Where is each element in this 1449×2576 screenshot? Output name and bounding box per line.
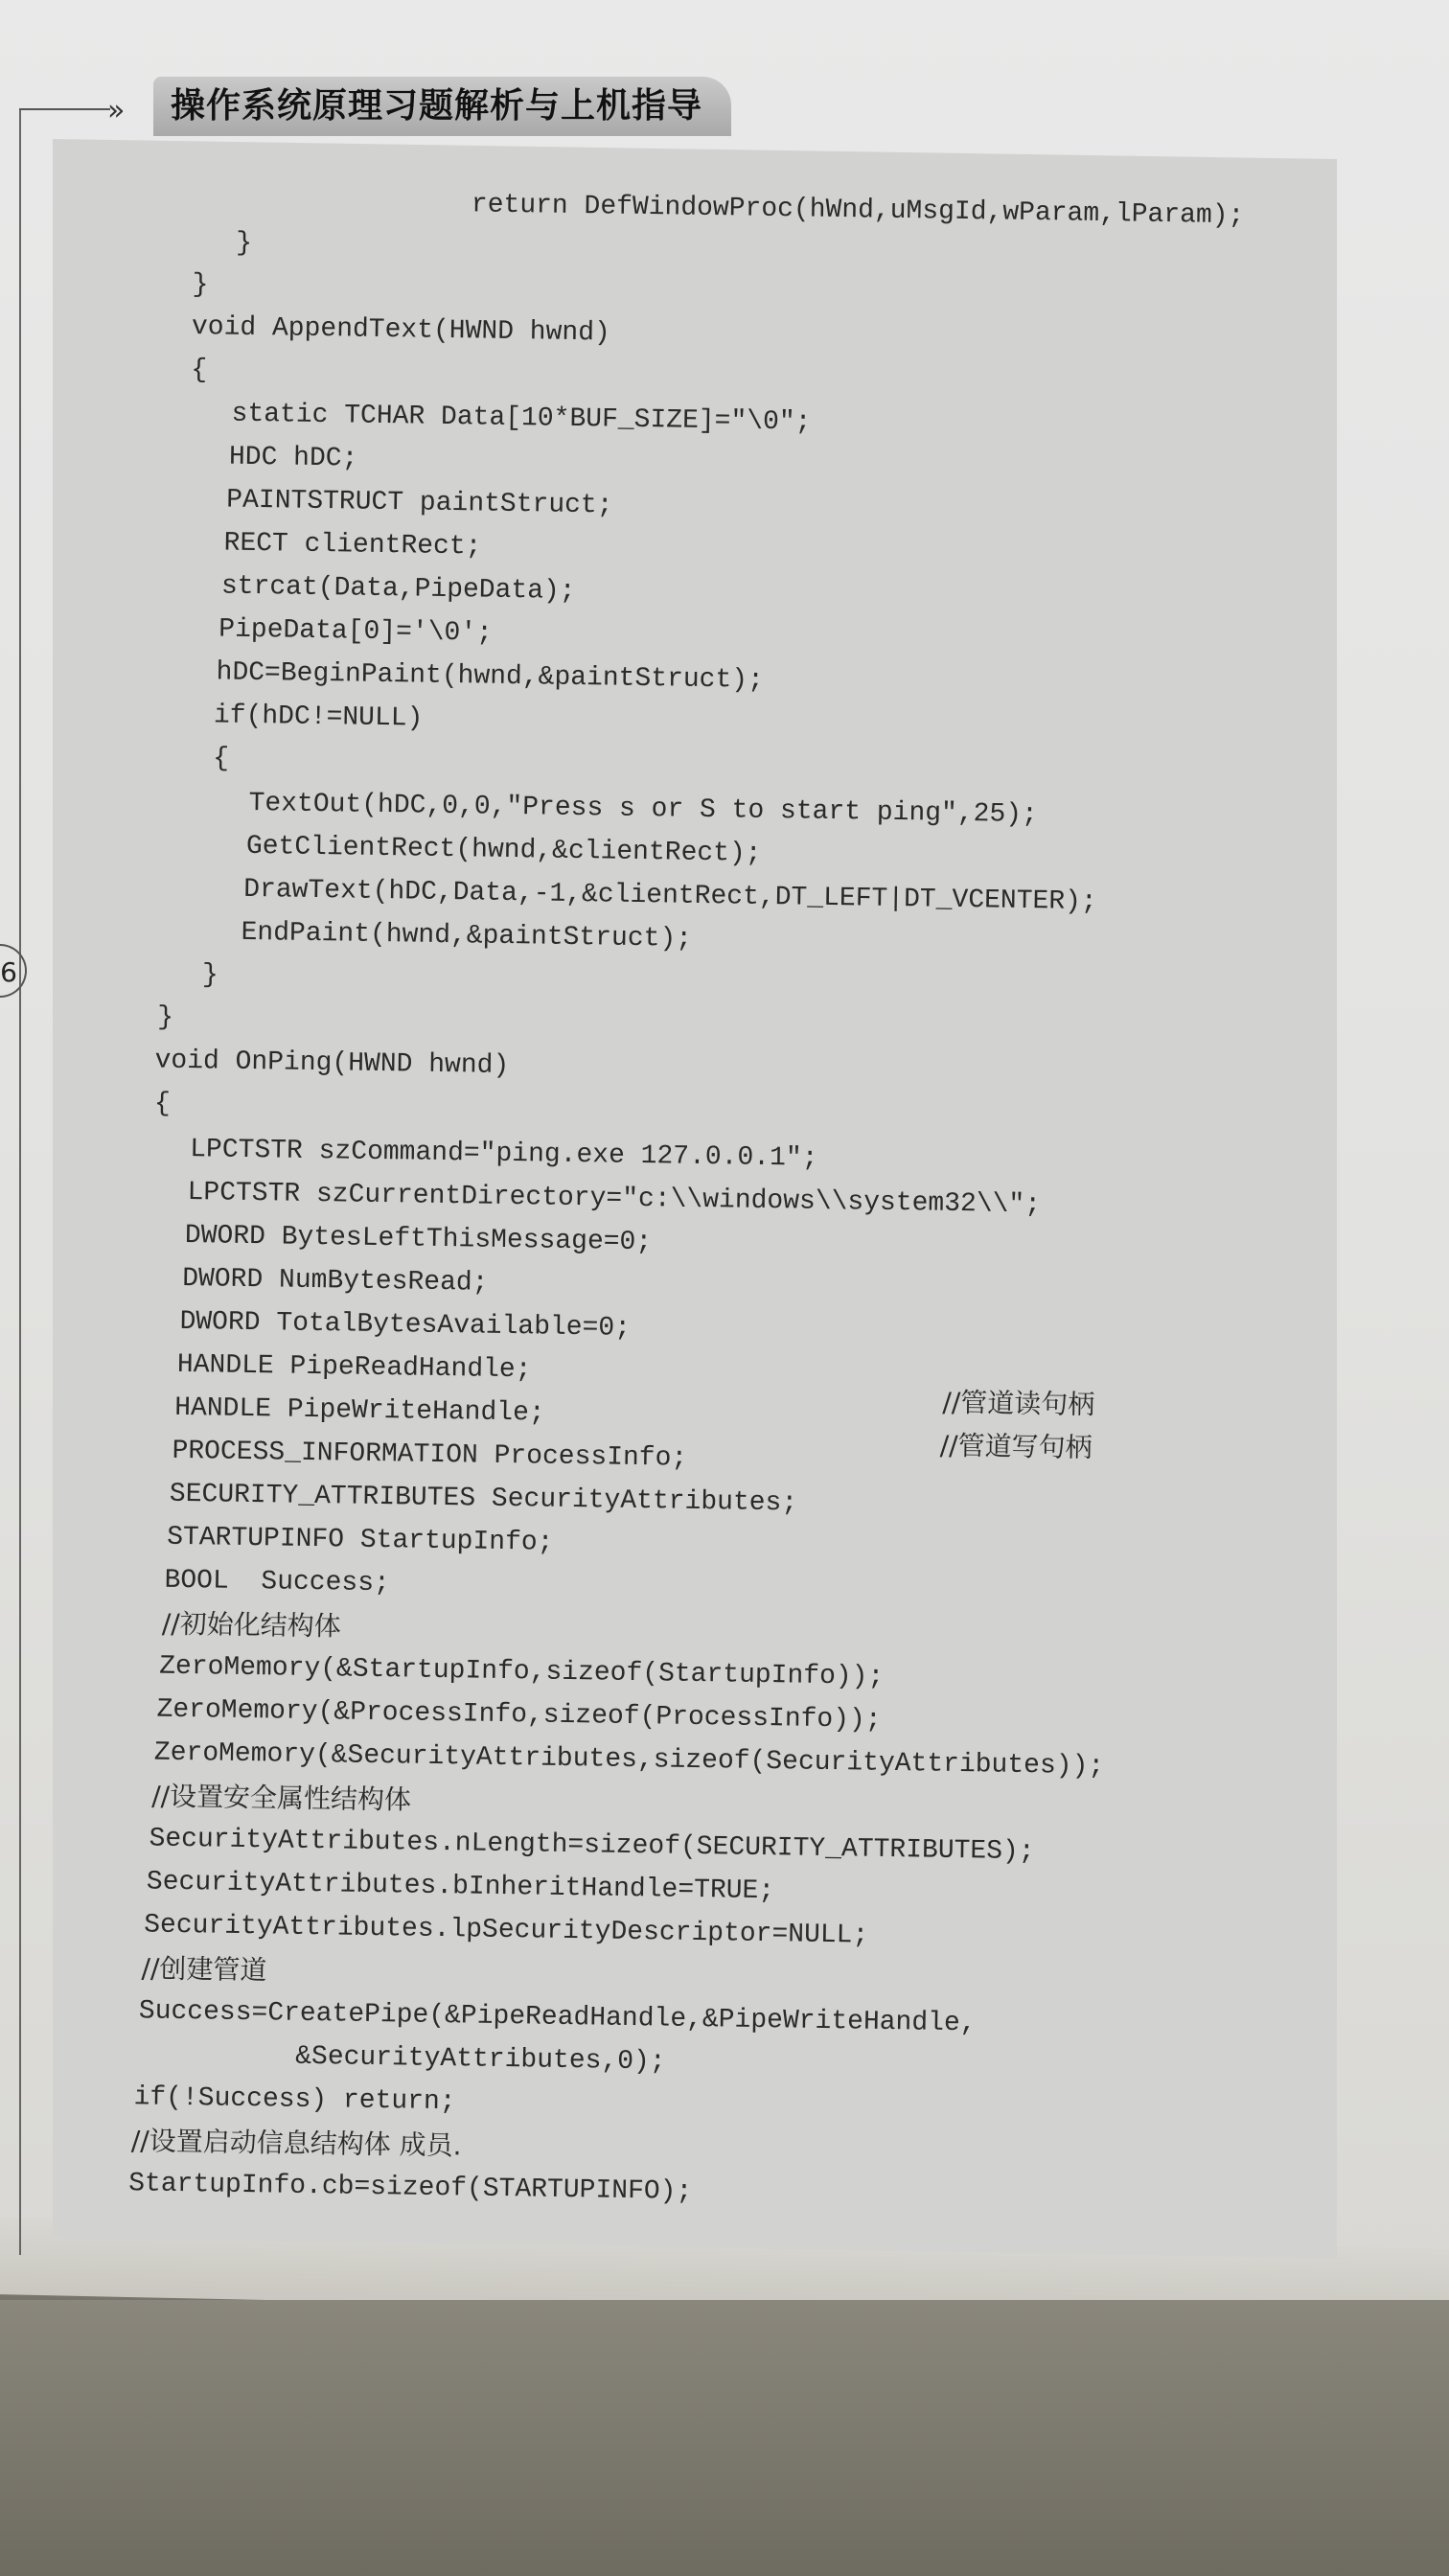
code-line: PROCESS_INFORMATION ProcessInfo;: [172, 1436, 688, 1474]
code-line: HDC hDC;: [228, 442, 358, 474]
code-line: DWORD TotalBytesAvailable=0;: [179, 1306, 632, 1344]
code-line: ZeroMemory(&ProcessInfo,sizeof(ProcessInfo));: [156, 1694, 882, 1736]
code-line: PipeData[0]='\0';: [218, 614, 494, 649]
code-comment: //管道写句柄: [939, 1429, 1092, 1464]
code-line: DWORD BytesLeftThisMessage=0;: [184, 1221, 653, 1258]
code-line: {: [153, 1089, 171, 1119]
code-comment: //初始化结构体: [161, 1607, 341, 1643]
code-line: {: [213, 744, 230, 774]
code-line: LPCTSTR szCurrentDirectory="c:\\windows\\system32\\";: [187, 1178, 1042, 1221]
code-line: }: [192, 270, 209, 301]
code-line: if(hDC!=NULL): [213, 701, 424, 734]
code-comment: //创建管道: [141, 1952, 267, 1987]
code-line: GetClientRect(hwnd,&clientRect);: [245, 831, 762, 869]
code-line: if(!Success) return;: [133, 2082, 456, 2118]
page-number-marker: 6: [0, 944, 27, 998]
code-line: SECURITY_ATTRIBUTES SecurityAttributes;: [169, 1479, 798, 1519]
code-line: RECT clientRect;: [223, 528, 482, 563]
code-line: ZeroMemory(&SecurityAttributes,sizeof(SecurityAttributes));: [153, 1737, 1105, 1782]
code-line: HANDLE PipeWriteHandle;: [173, 1392, 545, 1429]
code-line: void AppendText(HWND hwnd): [191, 312, 611, 349]
chapter-header-title: 操作系统原理习题解析与上机指导: [153, 77, 731, 136]
code-line: DrawText(hDC,Data,-1,&clientRect,DT_LEFT|DT_VCENTER);: [243, 874, 1097, 918]
code-line: BOOL Success;: [164, 1565, 391, 1599]
code-line: EndPaint(hwnd,&paintStruct);: [241, 917, 693, 954]
code-line: }: [236, 228, 253, 259]
code-line: TextOut(hDC,0,0,"Press s or S to start ping",25);: [248, 788, 1039, 831]
code-line: }: [157, 1002, 174, 1033]
code-line: strcat(Data,PipeData);: [220, 571, 576, 607]
code-line: SecurityAttributes.nLength=sizeof(SECURITY_ATTRIBUTES);: [149, 1824, 1035, 1868]
code-line: DWORD NumBytesRead;: [181, 1263, 489, 1299]
code-line: hDC=BeginPaint(hwnd,&paintStruct);: [216, 657, 765, 696]
code-line: HANDLE PipeReadHandle;: [176, 1349, 532, 1386]
code-line: StartupInfo.cb=sizeof(STARTUPINFO);: [127, 2169, 693, 2207]
code-line: return DefWindowProc(hWnd,uMsgId,wParam,lParam);: [471, 190, 1245, 232]
header-rule: [19, 108, 110, 110]
code-line: SecurityAttributes.bInheritHandle=TRUE;: [146, 1867, 775, 1907]
code-line: void OnPing(HWND hwnd): [154, 1046, 510, 1082]
code-line: &SecurityAttributes,0);: [294, 2041, 666, 2078]
code-line: LPCTSTR szCommand="ping.exe 127.0.0.1";: [189, 1135, 818, 1174]
code-line: PAINTSTRUCT paintStruct;: [226, 485, 613, 521]
code-comment: //管道读句柄: [942, 1386, 1095, 1421]
margin-line: [19, 108, 21, 2255]
code-line: STARTUPINFO StartupInfo;: [166, 1522, 554, 1558]
double-arrow-icon: »: [107, 94, 120, 127]
code-line: static TCHAR Data[10*BUF_SIZE]="\0";: [231, 399, 812, 438]
code-line: Success=CreatePipe(&PipeReadHandle,&PipeWriteHandle,: [138, 1996, 977, 2039]
code-line: ZeroMemory(&StartupInfo,sizeof(StartupInfo));: [158, 1651, 885, 1692]
code-line: SecurityAttributes.lpSecurityDescriptor=NULL;: [143, 1910, 869, 1951]
code-line: {: [191, 356, 208, 386]
code-comment: //设置安全属性结构体: [150, 1780, 412, 1816]
code-comment: //设置启动信息结构体 成员.: [130, 2125, 462, 2162]
code-line: }: [201, 960, 218, 991]
desk-surface: [0, 2300, 1449, 2576]
